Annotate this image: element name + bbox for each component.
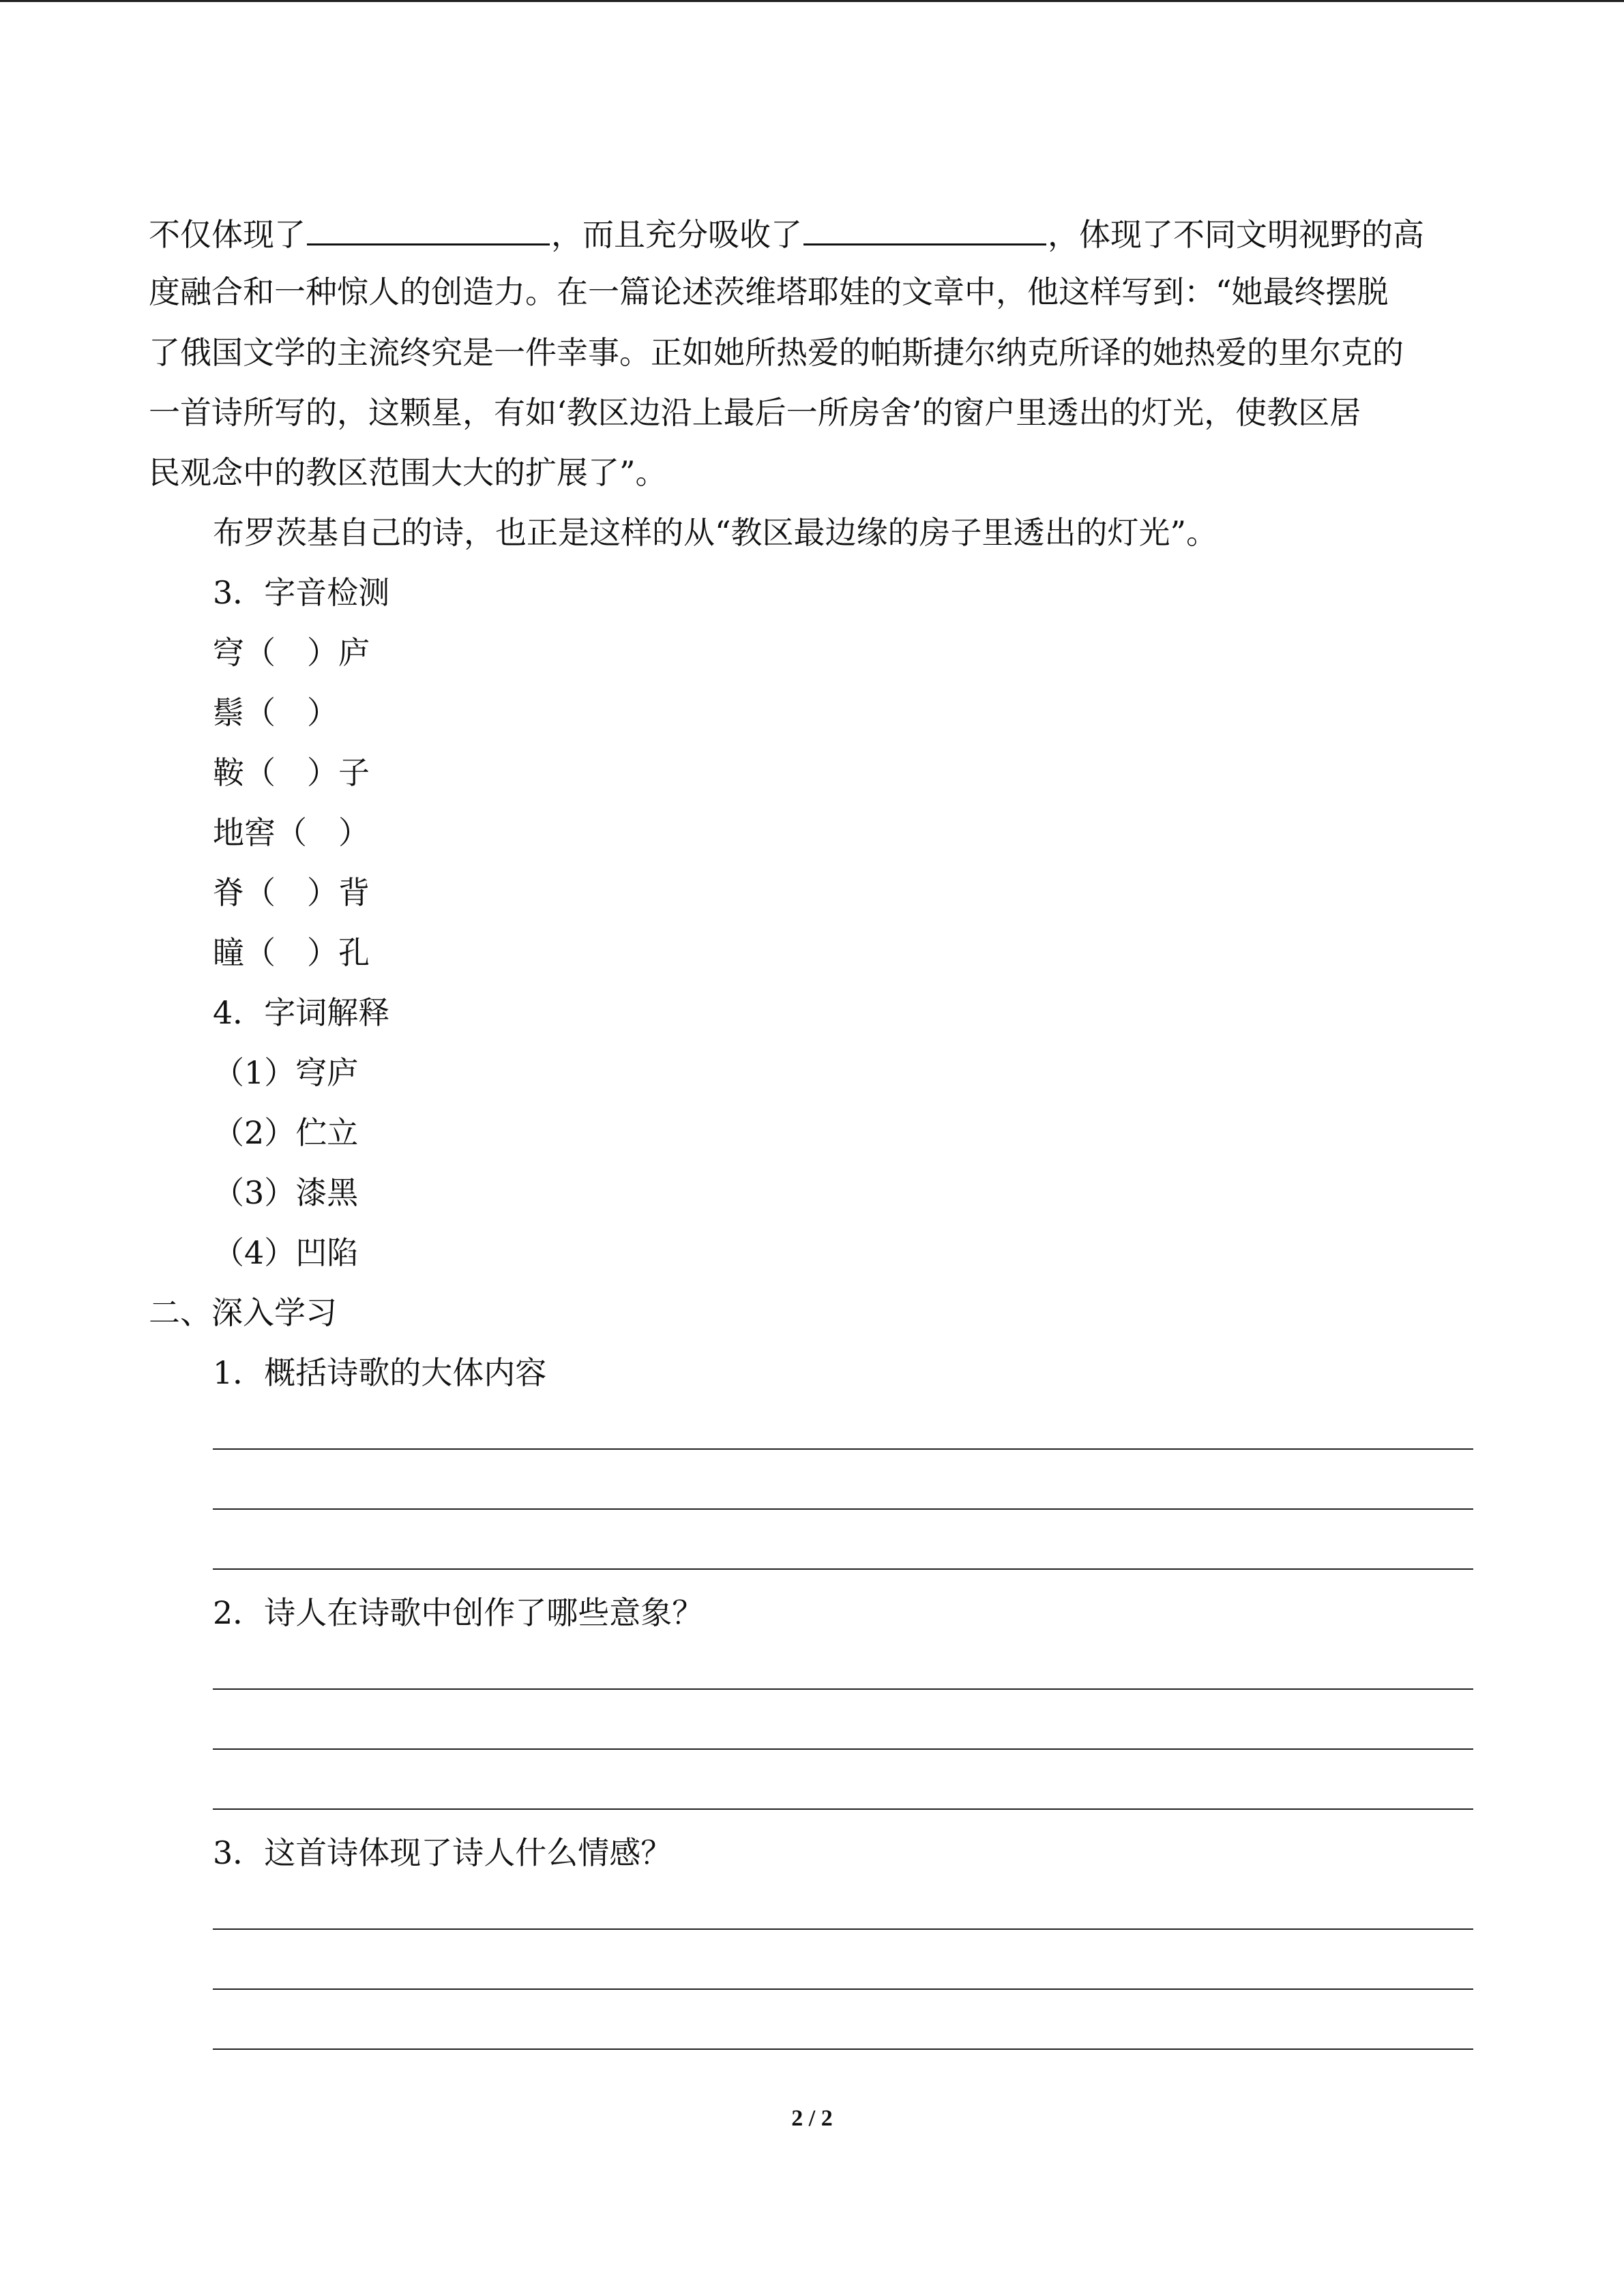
question-3: 3．这首诗体现了诗人什么情感？ (213, 1834, 673, 1871)
pronunciation-item: 鬃（ ） (213, 694, 338, 731)
pronunciation-item: 穹（ ）庐 (213, 634, 370, 671)
paragraph-1-line-2: 度融合和一种惊人的创造力。在一篇论述茨维塔耶娃的文章中，他这样写到：“她最终摆脱 (149, 273, 1389, 310)
pronunciation-item: 鞍（ ）子 (213, 754, 370, 791)
answer-line[interactable] (213, 1448, 1473, 1450)
vocabulary-item: （3）漆黑 (213, 1174, 359, 1211)
answer-line[interactable] (213, 1988, 1473, 1990)
answer-line[interactable] (213, 1508, 1473, 1510)
section-2-heading: 二、深入学习 (149, 1294, 337, 1331)
paragraph-1-text-c: ，体现了不同文明视野的高 (1048, 216, 1424, 253)
answer-line[interactable] (213, 1808, 1473, 1810)
vocabulary-heading: 4．字词解释 (213, 994, 390, 1031)
paragraph-1-line-3: 了俄国文学的主流终究是一件幸事。正如她所热爱的帕斯捷尔纳克所译的她热爱的里尔克的 (149, 334, 1404, 371)
vocabulary-item: （1）穹庐 (213, 1054, 359, 1091)
answer-line[interactable] (213, 1568, 1473, 1570)
fill-blank-1[interactable] (307, 212, 550, 245)
answer-line[interactable] (213, 1748, 1473, 1750)
question-1: 1．概括诗歌的大体内容 (213, 1354, 547, 1391)
vocabulary-item: （2）伫立 (213, 1114, 359, 1151)
answer-line[interactable] (213, 1688, 1473, 1690)
fill-blank-2[interactable] (803, 212, 1046, 245)
paragraph-1-line-4: 一首诗所写的，这颗星，有如‘教区边沿上最后一所房舍’的窗户里透出的灯光，使教区居 (149, 394, 1361, 431)
pronunciation-item: 瞳（ ）孔 (213, 934, 370, 971)
pronunciation-item: 地窖（ ） (213, 814, 370, 851)
paragraph-2: 布罗茨基自己的诗，也正是这样的从“教区最边缘的房子里透出的灯光”。 (213, 514, 1218, 551)
vocabulary-item: （4）凹陷 (213, 1234, 359, 1271)
pronunciation-heading: 3．字音检测 (213, 574, 390, 611)
page-number: 2 / 2 (791, 2106, 833, 2131)
page-top-border (0, 0, 1624, 2)
answer-line[interactable] (213, 2048, 1473, 2050)
pronunciation-item: 脊（ ）背 (213, 874, 370, 911)
question-2: 2．诗人在诗歌中创作了哪些意象？ (213, 1594, 704, 1631)
paragraph-1-text-b: ，而且充分吸收了 (551, 216, 802, 253)
paragraph-1-line-5: 民观念中的教区范围大大的扩展了”。 (149, 454, 667, 491)
paragraph-1-text-a: 不仅体现了 (149, 216, 306, 253)
paragraph-1-line-1 (149, 212, 1424, 254)
answer-line[interactable] (213, 1928, 1473, 1930)
